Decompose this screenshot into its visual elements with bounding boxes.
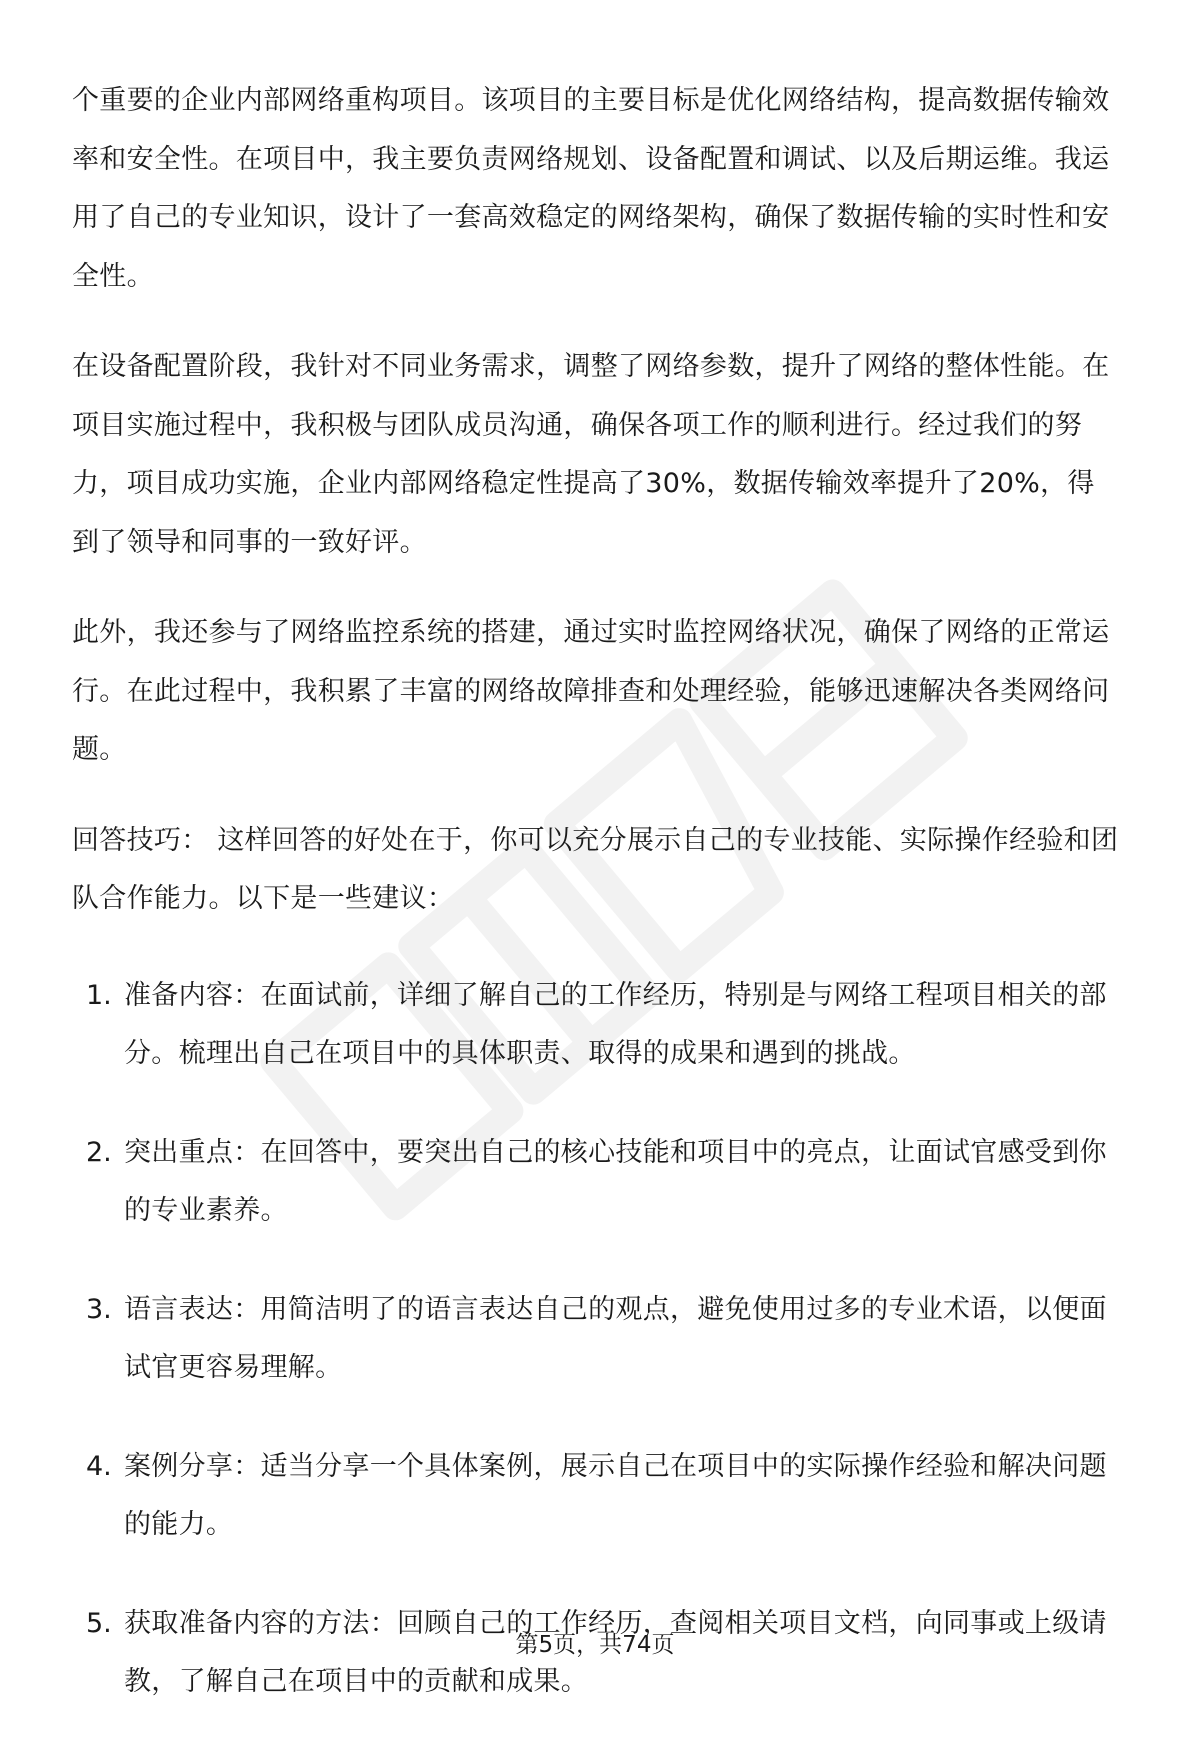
list-text: 语言表达：用简洁明了的语言表达自己的观点，避免使用过多的专业术语，以便面试官更容易理解。 <box>124 1293 1107 1383</box>
paragraph-monitoring: 此外，我还参与了网络监控系统的搭建，通过实时监控网络状况，确保了网络的正常运行。在此过程中，我积累了丰富的网络故障排查和处理经验，能够迅速解决各类网络问题。 <box>72 617 1110 765</box>
list-number: 1. <box>86 979 112 1011</box>
paragraph-config-stage: 在设备配置阶段，我针对不同业务需求，调整了网络参数，提升了网络的整体性能。在项目实施过程中，我积极与团队成员沟通，确保各项工作的顺利进行。经过我们的努力，项目成功实施，企业内部网络稳定性提高了30%，数据传输效率提升了20%，得到了领导和同事的一致好评。 <box>72 351 1110 558</box>
list-text: 突出重点：在回答中，要突出自己的核心技能和项目中的亮点，让面试官感受到你的专业素养。 <box>124 1136 1107 1226</box>
list-number: 4. <box>86 1450 112 1482</box>
tips-list <box>72 967 1122 1712</box>
list-text: 获取准备内容的方法：回顾自己的工作经历，查阅相关项目文档，向同事或上级请教，了解自己在项目中的贡献和成果。 <box>124 1607 1107 1697</box>
list-item <box>72 1281 1122 1398</box>
paragraph-project-intro: 个重要的企业内部网络重构项目。该项目的主要目标是优化网络结构，提高数据传输效率和安全性。在项目中，我主要负责网络规划、设备配置和调试、以及后期运维。我运用了自己的专业知识，设计了一套高效稳定的网络架构，确保了数据传输的实时性和安全性。 <box>72 85 1110 292</box>
list-item <box>72 1124 1122 1241</box>
list-number: 3. <box>86 1293 112 1325</box>
list-number: 2. <box>86 1136 112 1168</box>
list-item <box>72 1438 1122 1555</box>
paragraph-answer-tips: 回答技巧： 这样回答的好处在于，你可以充分展示自己的专业技能、实际操作经验和团队合作能力。以下是一些建议： <box>72 824 1119 914</box>
list-text: 准备内容：在面试前，详细了解自己的工作经历，特别是与网络工程项目相关的部分。梳理出自己在项目中的具体职责、取得的成果和遇到的挑战。 <box>124 979 1107 1069</box>
list-text: 案例分享：适当分享一个具体案例，展示自己在项目中的实际操作经验和解决问题的能力。 <box>124 1450 1107 1540</box>
main-content <box>72 72 1122 1752</box>
list-number: 5. <box>86 1607 112 1639</box>
page-footer: 第5页，共74页 <box>515 1632 675 1658</box>
list-item <box>72 967 1122 1084</box>
